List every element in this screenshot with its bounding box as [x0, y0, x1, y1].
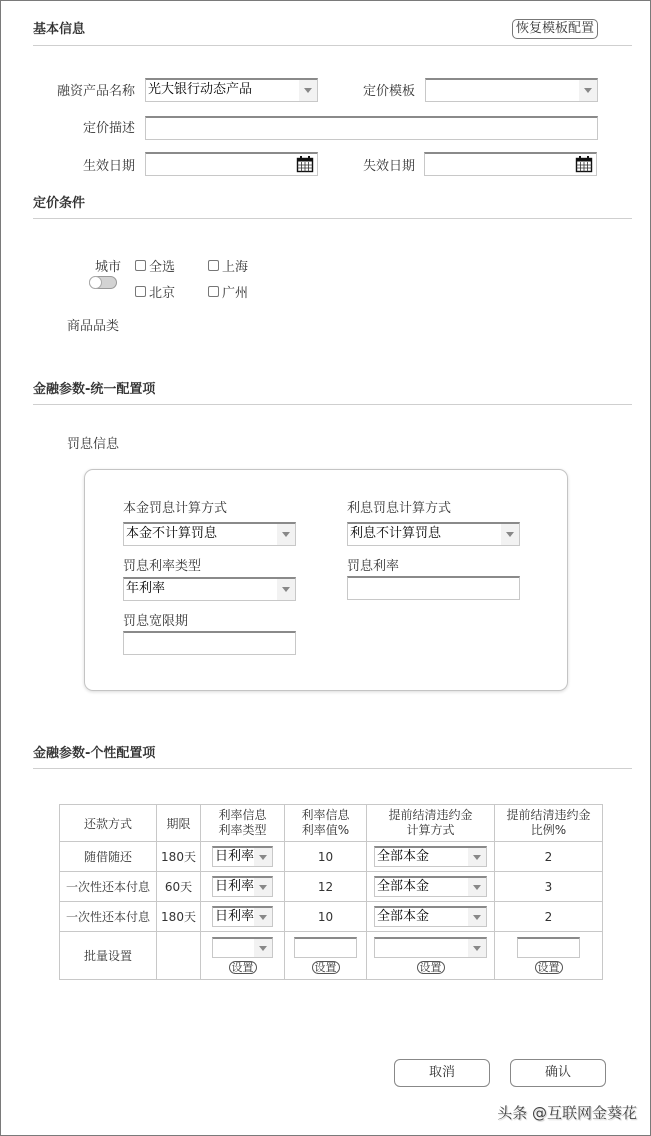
- header-text: 提前结清违约金: [388, 808, 473, 822]
- header-text: 利率类型: [218, 823, 267, 837]
- table-row: [60, 902, 603, 932]
- penalty-rate-label: 罚息利率: [347, 559, 400, 574]
- batch-penalty-ratio-set-button[interactable]: 设置: [535, 961, 563, 974]
- effective-date-input[interactable]: [145, 152, 318, 176]
- penalty-rate-type-label: 罚息利率类型: [123, 559, 202, 574]
- penalty-calc-value: 全部本金: [377, 879, 430, 894]
- interest-penalty-value: 利息不计算罚息: [350, 526, 442, 541]
- rate-value-cell: 12: [285, 872, 367, 902]
- chevron-down-icon[interactable]: [299, 80, 317, 101]
- batch-label-cell: 批量设置: [60, 932, 157, 980]
- expiry-date-label: 失效日期: [362, 159, 415, 174]
- chevron-down-icon[interactable]: [468, 908, 486, 926]
- toggle-knob: [89, 276, 102, 289]
- divider: [33, 45, 632, 46]
- penalty-calc-value: 全部本金: [377, 849, 430, 864]
- penalty-ratio-cell: 3: [495, 872, 603, 902]
- pricing-desc-input[interactable]: [145, 116, 598, 140]
- header-text: 利率信息: [301, 808, 350, 822]
- batch-rate-value-cell: [285, 932, 367, 980]
- product-name-value: 光大银行动态产品: [148, 82, 253, 97]
- header-cell: [157, 805, 201, 842]
- checkbox-icon[interactable]: [208, 260, 219, 271]
- rate-type-value: 日利率: [215, 909, 255, 924]
- section-title-pricing-conditions: 定价条件: [33, 196, 86, 211]
- cancel-button[interactable]: 取消: [394, 1059, 490, 1087]
- section-title-personal-config: 金融参数-个性配置项: [33, 746, 156, 761]
- batch-rate-value-set-button[interactable]: 设置: [312, 961, 340, 974]
- batch-rate-value-input[interactable]: [294, 937, 357, 958]
- header-text: 还款方式: [83, 816, 132, 831]
- header-cell: [367, 805, 495, 842]
- header-cell: [285, 805, 367, 842]
- principal-penalty-label: 本金罚息计算方式: [123, 501, 228, 516]
- chevron-down-icon[interactable]: [468, 939, 486, 957]
- rate-value-cell: 10: [285, 842, 367, 872]
- expiry-date-input[interactable]: [424, 152, 597, 176]
- method-cell: 一次性还本付息: [60, 902, 157, 932]
- principal-penalty-value: 本金不计算罚息: [126, 526, 218, 541]
- batch-rate-type-set-button[interactable]: 设置: [229, 961, 257, 974]
- batch-penalty-calc-select[interactable]: [374, 937, 487, 958]
- header-cell: [201, 805, 285, 842]
- batch-rate-type-cell: [201, 932, 285, 980]
- checkbox-label: 上海: [222, 260, 249, 275]
- rate-type-value: 日利率: [215, 849, 255, 864]
- pricing-template-label: 定价模板: [362, 84, 415, 99]
- category-label: 商品品类: [67, 319, 120, 334]
- header-text: 比例%: [530, 823, 567, 837]
- chevron-down-icon[interactable]: [468, 848, 486, 866]
- penalty-calc-select[interactable]: [374, 906, 487, 927]
- calendar-icon[interactable]: [575, 155, 593, 173]
- effective-date-label: 生效日期: [82, 159, 135, 174]
- penalty-ratio-cell: 2: [495, 902, 603, 932]
- chevron-down-icon[interactable]: [254, 939, 272, 957]
- batch-penalty-calc-set-button[interactable]: 设置: [417, 961, 445, 974]
- confirm-button[interactable]: 确认: [510, 1059, 606, 1087]
- chevron-down-icon[interactable]: [254, 848, 272, 866]
- divider: [33, 768, 632, 769]
- checkbox-icon[interactable]: [208, 286, 219, 297]
- chevron-down-icon[interactable]: [579, 80, 597, 101]
- method-cell: 一次性还本付息: [60, 872, 157, 902]
- penalty-calc-cell: [367, 902, 495, 932]
- batch-penalty-ratio-cell: [495, 932, 603, 980]
- header-text: 利率信息: [218, 808, 267, 822]
- interest-penalty-label: 利息罚息计算方式: [347, 501, 452, 516]
- penalty-calc-select[interactable]: [374, 876, 487, 897]
- penalty-ratio-cell: 2: [495, 842, 603, 872]
- penalty-calc-cell: [367, 872, 495, 902]
- rate-type-select[interactable]: [212, 876, 273, 897]
- chevron-down-icon[interactable]: [468, 878, 486, 896]
- batch-penalty-calc-cell: [367, 932, 495, 980]
- penalty-rate-type-value: 年利率: [126, 581, 166, 596]
- chevron-down-icon[interactable]: [254, 878, 272, 896]
- method-cell: 随借随还: [60, 842, 157, 872]
- penalty-rate-input[interactable]: [347, 576, 520, 600]
- penalty-rate-type-select[interactable]: [123, 577, 296, 601]
- penalty-calc-value: 全部本金: [377, 909, 430, 924]
- product-name-select[interactable]: [145, 78, 318, 102]
- header-text: 提前结清违约金: [506, 808, 591, 822]
- table-row: [60, 842, 603, 872]
- watermark: 头条 @互联网金葵花: [497, 1104, 637, 1122]
- chevron-down-icon[interactable]: [277, 579, 295, 600]
- header-cell: [60, 805, 157, 842]
- empty-cell: [157, 932, 201, 980]
- checkbox-beijing[interactable]: [135, 282, 175, 301]
- rate-type-select[interactable]: [212, 846, 273, 867]
- divider: [33, 218, 632, 219]
- penalty-info-label: 罚息信息: [67, 437, 120, 452]
- checkbox-label: 北京: [149, 286, 176, 301]
- section-title-unified-config: 金融参数-统一配置项: [33, 382, 156, 397]
- checkbox-select-all[interactable]: [135, 256, 175, 275]
- penalty-calc-select[interactable]: [374, 846, 487, 867]
- header-text: 计算方式: [406, 823, 455, 837]
- table-row: [60, 872, 603, 902]
- calendar-icon[interactable]: [296, 155, 314, 173]
- checkbox-icon[interactable]: [135, 286, 146, 297]
- checkbox-icon[interactable]: [135, 260, 146, 271]
- term-cell: 60天: [157, 872, 201, 902]
- personal-config-table: [59, 804, 603, 980]
- section-title-basic-info: 基本信息: [33, 22, 86, 37]
- checkbox-label: 全选: [149, 260, 176, 275]
- grace-period-label: 罚息宽限期: [123, 614, 189, 629]
- interest-penalty-select[interactable]: [347, 522, 520, 546]
- chevron-down-icon[interactable]: [277, 524, 295, 545]
- batch-rate-type-select[interactable]: [212, 937, 273, 958]
- header-text: 利率值%: [301, 823, 350, 837]
- grace-period-input[interactable]: [123, 631, 296, 655]
- principal-penalty-select[interactable]: [123, 522, 296, 546]
- checkbox-label: 广州: [222, 286, 249, 301]
- pricing-template-select[interactable]: [425, 78, 598, 102]
- penalty-calc-cell: [367, 842, 495, 872]
- checkbox-guangzhou[interactable]: [208, 282, 248, 301]
- header-cell: [495, 805, 603, 842]
- divider: [33, 404, 632, 405]
- rate-type-value: 日利率: [215, 879, 255, 894]
- header-text: 期限: [166, 816, 191, 831]
- term-cell: 180天: [157, 902, 201, 932]
- rate-type-cell: [201, 842, 285, 872]
- table-header-row: [60, 805, 603, 842]
- rate-value-cell: 10: [285, 902, 367, 932]
- city-toggle[interactable]: [89, 276, 117, 289]
- pricing-desc-label: 定价描述: [82, 121, 135, 136]
- term-cell: 180天: [157, 842, 201, 872]
- city-label: 城市: [95, 260, 122, 275]
- chevron-down-icon[interactable]: [254, 908, 272, 926]
- checkbox-shanghai[interactable]: [208, 256, 248, 275]
- rate-type-select[interactable]: [212, 906, 273, 927]
- batch-penalty-ratio-input[interactable]: [517, 937, 580, 958]
- restore-template-button[interactable]: 恢复模板配置: [512, 19, 598, 39]
- product-name-label: 融资产品名称: [56, 84, 135, 99]
- chevron-down-icon[interactable]: [501, 524, 519, 545]
- batch-row: [60, 932, 603, 980]
- rate-type-cell: [201, 902, 285, 932]
- rate-type-cell: [201, 872, 285, 902]
